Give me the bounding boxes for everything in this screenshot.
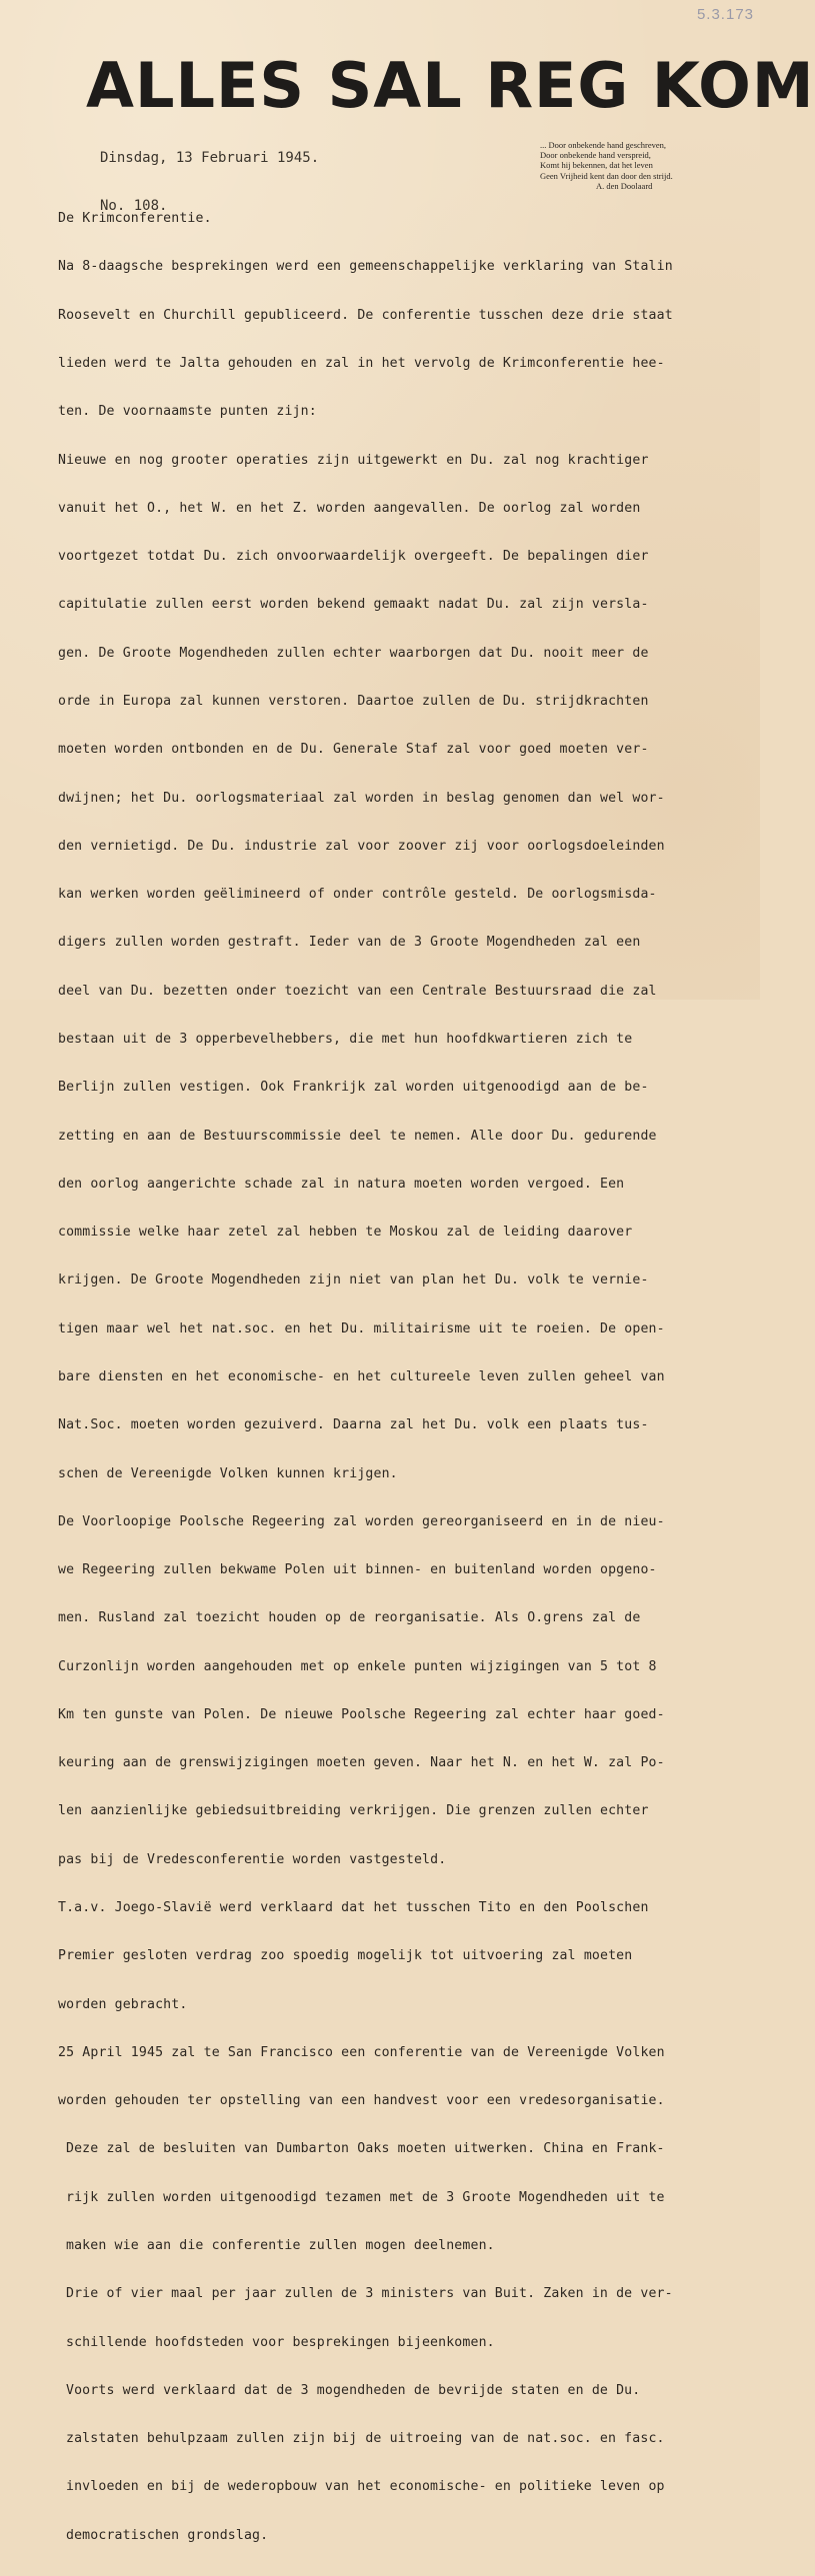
body-line: De Voorloopige Poolsche Regeering zal worden gereorganiseerd en in de nieu-: [58, 1513, 665, 1529]
article-body: [58, 179, 758, 2576]
body-line: schen de Vereenigde Volken kunnen krijgen.: [58, 1465, 398, 1481]
masthead-title: ALLES SAL REG KOM: [86, 49, 815, 122]
motto-line: ... Door onbekende hand geschreven,: [540, 140, 667, 150]
body-line: dwijnen; het Du. oorlogsmateriaal zal worden in beslag genomen dan wel wor-: [58, 790, 665, 806]
body-line: pas bij de Vredesconferentie worden vastgesteld.: [58, 1851, 447, 1867]
body-line: krijgen. De Groote Mogendheden zijn niet van plan het Du. volk te vernie-: [58, 1273, 649, 1288]
body-line: voortgezet totdat Du. zich onvoorwaardelijk overgeeft. De bepalingen dier: [58, 549, 649, 565]
body-line: gen. De Groote Mogendheden zullen echter waarborgen dat Du. nooit meer de: [58, 645, 649, 661]
body-line: vanuit het O., het W. en het Z. worden aangevallen. De oorlog zal worden: [58, 500, 641, 516]
body-line: democratischen grondslag.: [66, 2527, 269, 2543]
motto-author: A. den Doolaard: [596, 180, 653, 191]
issue-number: No. 108.: [100, 198, 168, 214]
body-line: Berlijn zullen vestigen. Ook Frankrijk zal worden uitgenoodigd aan de be-: [58, 1080, 649, 1096]
body-line: commissie welke haar zetel zal hebben te Moskou zal de leiding daarover: [58, 1225, 633, 1241]
body-line: zalstaten behulpzaam zullen zijn bij de uitroeing van de nat.soc. en fasc.: [66, 2431, 665, 2447]
motto-line: Geen Vrijheid kent dan door den strijd.: [540, 170, 673, 181]
body-line: Na 8-daagsche besprekingen werd een gemeenschappelijke verklaring van Stalin: [58, 259, 673, 275]
body-line: schillende hoofdsteden voor besprekingen bijeenkomen.: [66, 2334, 495, 2350]
body-line: len aanzienlijke gebiedsuitbreiding verkrijgen. Die grenzen zullen echter: [58, 1803, 649, 1819]
body-line: deel van Du. bezetten onder toezicht van een Centrale Bestuursraad die zal: [58, 983, 657, 999]
body-line: den oorlog aangerichte schade zal in natura moeten worden vergoed. Een: [58, 1176, 625, 1192]
body-line: Voorts werd verklaard dat de 3 mogendheden de bevrijde staten en de Du.: [66, 2382, 641, 2398]
body-line: den vernietigd. De Du. industrie zal voor zoover zij voor oorlogsdoeleinden: [58, 838, 665, 854]
body-line: Nieuwe en nog grooter operaties zijn uitgewerkt en Du. zal nog krachtiger: [58, 452, 649, 468]
body-line: maken wie aan die conferentie zullen mogen deelnemen.: [66, 2238, 495, 2253]
motto-line: Komt hij bekennen, dat het leven: [540, 160, 653, 171]
body-line: tigen maar wel het nat.soc. en het Du. militairisme uit te roeien. De open-: [58, 1320, 665, 1336]
body-line: Deze zal de besluiten van Dumbarton Oaks moeten uitwerken. China en Frank-: [66, 2141, 665, 2157]
archive-reference-number: 5.3.173: [696, 6, 754, 23]
body-line: men. Rusland zal toezicht houden op de reorganisatie. Als O.grens zal de: [58, 1610, 641, 1626]
motto-line: Door onbekende hand verspreid,: [540, 150, 651, 161]
body-line: T.a.v. Joego-Slavië werd verklaard dat het tusschen Tito en den Poolschen: [58, 1900, 649, 1916]
body-line: we Regeering zullen bekwame Polen uit binnen- en buitenland worden opgeno-: [58, 1562, 657, 1578]
body-line: worden gebracht.: [58, 1996, 188, 2012]
body-line: zetting en aan de Bestuurscommissie deel te nemen. Alle door Du. gedurende: [58, 1128, 657, 1144]
body-line: kan werken worden geëlimineerd of onder contrôle gesteld. De oorlogsmisda-: [58, 887, 657, 903]
body-line: bestaan uit de 3 opperbevelhebbers, die met hun hoofdkwartieren zich te: [58, 1031, 633, 1047]
body-line: Curzonlijn worden aangehouden met op enkele punten wijzigingen van 5 tot 8: [58, 1658, 657, 1674]
body-line: bare diensten en het economische- en het cultureele leven zullen geheel van: [58, 1368, 665, 1384]
body-line: Drie of vier maal per jaar zullen de 3 ministers van Buit. Zaken in de ver-: [66, 2286, 673, 2302]
body-line: 25 April 1945 zal te San Francisco een conferentie van de Vereenigde Volken: [58, 2044, 665, 2060]
body-line: Km ten gunste van Polen. De nieuwe Poolsche Regeering zal echter haar goed-: [58, 1706, 665, 1722]
body-line: keuring aan de grenswijzigingen moeten geven. Naar het N. en het W. zal Po-: [58, 1755, 665, 1771]
body-line: orde in Europa zal kunnen verstoren. Daartoe zullen de Du. strijdkrachten: [58, 694, 649, 709]
article-heading: De Krimconferentie.: [58, 211, 212, 227]
body-line: lieden werd te Jalta gehouden en zal in het vervolg de Krimconferentie hee-: [58, 356, 665, 372]
body-line: worden gehouden ter opstelling van een handvest voor een vredesorganisatie.: [58, 2093, 665, 2109]
issue-date: Dinsdag, 13 Februari 1945.: [100, 150, 320, 166]
body-line: ten. De voornaamste punten zijn:: [58, 404, 317, 420]
body-line: Roosevelt en Churchill gepubliceerd. De conferentie tusschen deze drie staat: [58, 307, 673, 323]
body-line: digers zullen worden gestraft. Ieder van de 3 Groote Mogendheden zal een: [58, 935, 641, 951]
body-line: Premier gesloten verdrag zoo spoedig mogelijk tot uitvoering zal moeten: [58, 1948, 633, 1964]
body-line: capitulatie zullen eerst worden bekend gemaakt nadat Du. zal zijn versla-: [58, 597, 649, 613]
body-line: invloeden en bij de wederopbouw van het economische- en politieke leven op: [66, 2479, 665, 2495]
body-line: Nat.Soc. moeten worden gezuiverd. Daarna zal het Du. volk een plaats tus-: [58, 1417, 649, 1433]
body-line: moeten worden ontbonden en de Du. Generale Staf zal voor goed moeten ver-: [58, 742, 649, 758]
body-line: rijk zullen worden uitgenoodigd tezamen met de 3 Groote Mogendheden uit te: [66, 2189, 665, 2205]
